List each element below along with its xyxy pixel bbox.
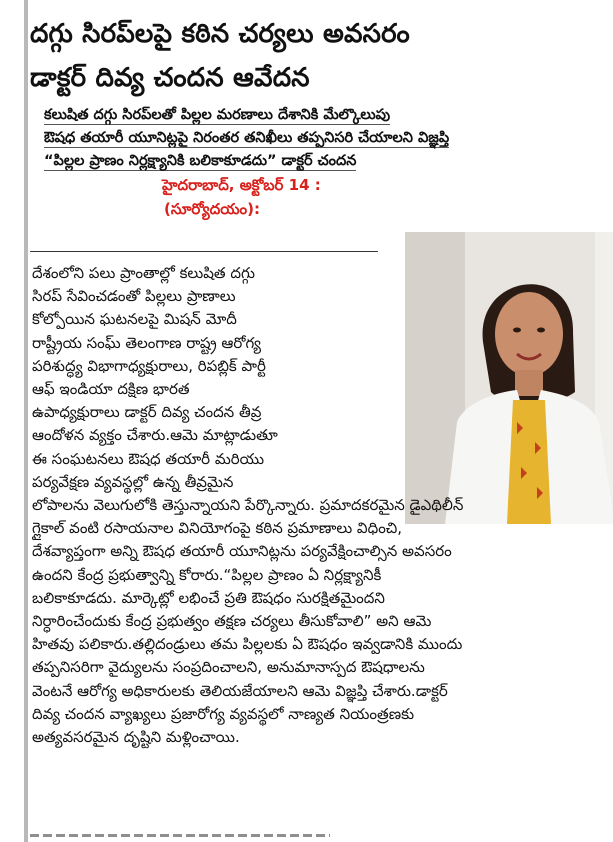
dateline-place: హైదరాబాద్, అక్టోబర్ 14 :: [162, 176, 321, 194]
subhead-1: కలుషిత దగ్గు సిరప్‌లతో పిల్లల మరణాలు దేశానికి మేల్కొలుపు: [44, 107, 391, 123]
body-top-rule: [30, 251, 378, 258]
body-line: దివ్య చందన వ్యాఖ్యలు ప్రజారోగ్య వ్యవస్థలో నాణ్యత నియంత్రణకు: [32, 704, 415, 723]
body-line: అత్యవసరమైన దృష్టిని మళ్లించాయి.: [32, 728, 240, 747]
dateline: [30, 173, 610, 221]
dateline-source: (సూర్యోదయం):: [164, 200, 261, 218]
body-line: వెంటనే ఆరోగ్య అధికారులకు తెలియజేయాలని ఆమె విజ్ఞప్తి చేశారు.డాక్టర్: [32, 681, 448, 700]
body-line: దేశంలోని పలు ప్రాంతాల్లో కలుషిత దగ్గు: [32, 264, 255, 282]
body-line: ఉపాధ్యక్షురాలు డాక్టర్ దివ్య చందన తీవ్ర: [32, 403, 262, 422]
body-line: లోపాలను వెలుగులోకి తెస్తున్నాయని పేర్కొన్నారు. ప్రమాదకరమైన డైఎథిలీన్: [32, 496, 464, 515]
body-narrow-column: [32, 262, 380, 494]
body-line: పర్యవేక్షణ వ్యవస్థల్లో ఉన్న తీవ్రమైన: [32, 472, 234, 491]
body-line: ఈ సంఘటనలు ఔషధ తయారీ మరియు: [32, 449, 265, 468]
body-line: తప్పనిసరిగా వైద్యులను సంప్రదించాలని, అనుమానాస్పద ఔషధాలను: [32, 658, 425, 677]
body-line: గ్లైకాల్ వంటి రసాయనాల వినియోగంపై కఠిన ప్రమాణాలు విధించి,: [32, 519, 403, 538]
body-wide-column: [32, 494, 607, 749]
body-line: దేశవ్యాప్తంగా అన్ని ఔషధ తయారీ యూనిట్లను పర్యవేక్షించాల్సిన అవసరం: [32, 542, 452, 561]
body-line: ఉందని కేంద్ర ప్రభుత్వాన్ని కోరారు.“పిల్లల ప్రాణం ఏ నిర్లక్ష్యానికీ: [32, 565, 382, 584]
news-clipping: [30, 10, 610, 838]
body-line: బలికాకూడదు. మార్కెట్లో లభించే ప్రతి ఔషధం సురక్షితమైందని: [32, 588, 385, 607]
subheadings: [30, 104, 610, 173]
headline-line-1: దగ్గు సిరప్‌లపై కఠిన చర్యలు అవసరం: [30, 19, 410, 49]
body-line: పరిశుద్ధ్య విభాగాధ్యక్షురాలు, రిపబ్లిక్ పార్టీ: [32, 356, 266, 375]
body-line: కోల్పోయిన ఘటనలపై మిషన్ మోదీ: [32, 310, 237, 329]
body-line: రాష్ట్రీయ సంఘ్ తెలంగాణ రాష్ట్ర ఆరోగ్య: [32, 333, 261, 352]
body-line: ఆందోళన వ్యక్తం చేశారు.ఆమె మాట్లాడుతూ: [32, 426, 278, 445]
body-line: నిర్ధారించేందుకు కేంద్ర ప్రభుత్వం తక్షణ చర్యలు తీసుకోవాలి” అని ఆమె: [32, 612, 432, 631]
subhead-3: “పిల్లల ప్రాణం నిర్లక్ష్యానికి బలికాకూడదు” డాక్టర్ చందన: [44, 153, 357, 169]
article-body: [32, 262, 607, 749]
headline-line-2: డాక్టర్ దివ్య చందన ఆవేదన: [30, 63, 310, 93]
subhead-2: ఔషధ తయారీ యూనిట్లపై నిరంతర తనిఖీలు తప్పనిసరి చేయాలని విజ్ఞప్తి: [44, 130, 450, 146]
body-line: ఆఫ్ ఇండియా దక్షిణ భారత: [32, 380, 190, 399]
body-line: సిరప్ సేవించడంతో పిల్లలు ప్రాణాలు: [32, 287, 236, 306]
cut-off-next-headline: [30, 834, 330, 837]
body-line: హితవు పలికారు.తల్లిదండ్రులు తమ పిల్లలకు ఏ ఔషధం ఇవ్వడానికి ముందు: [32, 635, 463, 654]
column-rule: [24, 0, 28, 842]
